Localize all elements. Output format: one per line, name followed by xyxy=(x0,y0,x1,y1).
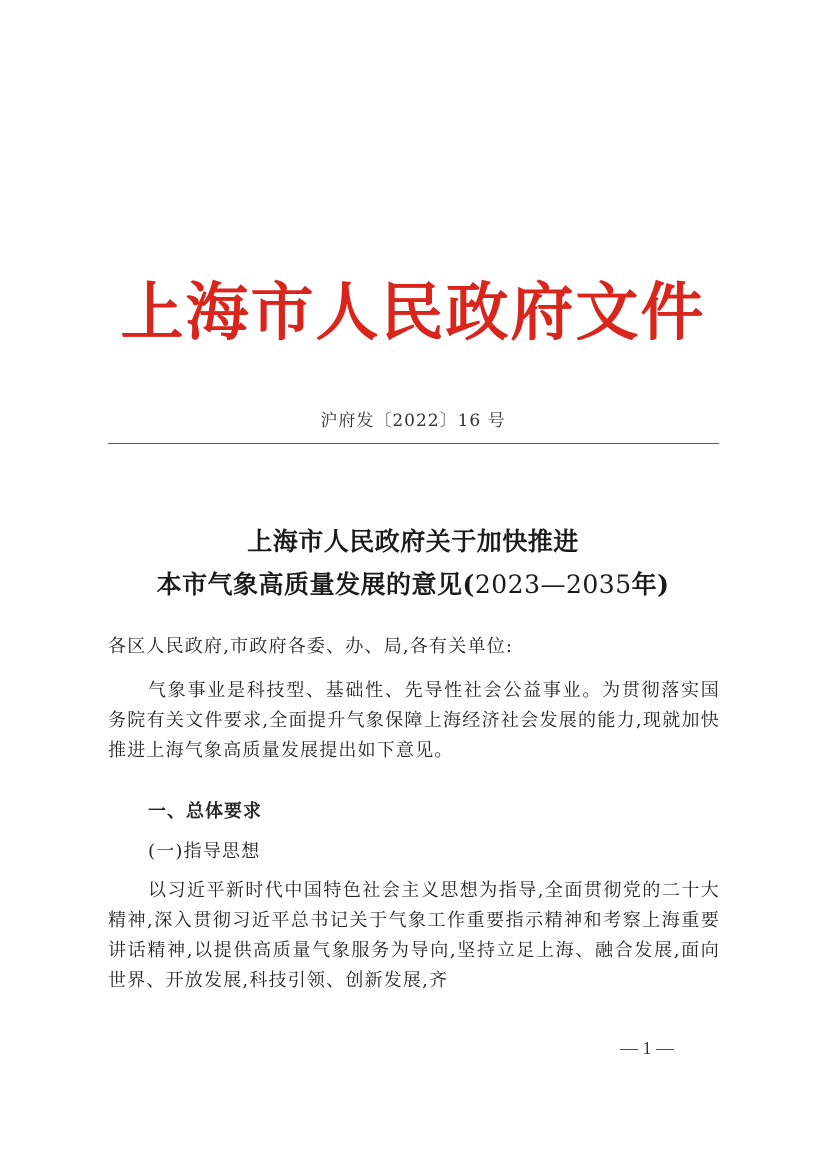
masthead-title: 上海市人民政府文件 xyxy=(120,275,706,349)
title-line-2-tail: 年) xyxy=(631,570,670,599)
body-paragraph: 以习近平新时代中国特色社会主义思想为指导,全面贯彻党的二十大精神,深入贯彻习近平总书记关于气象工作重要指示精神和考察上海重要讲话精神,以提供高质量气象服务为导向,坚持立足上海、融合发展,面向世界、开放发展,科技引领、创新发展,齐 xyxy=(108,880,720,991)
document-title-line-2 xyxy=(0,565,826,601)
red-divider-line xyxy=(108,443,719,444)
intro-paragraph: 气象事业是科技型、基础性、先导性社会公益事业。为贯彻落实国务院有关文件要求,全面提升气象保障上海经济社会发展的能力,现就加快推进上海气象高质量发展提出如下意见。 xyxy=(108,680,720,761)
subsection-heading-guiding-ideology: (一)指导思想 xyxy=(148,841,261,862)
document-number: 沪府发〔2022〕16 号 xyxy=(320,411,506,431)
section-heading-general-requirements: 一、总体要求 xyxy=(148,801,262,822)
document-title-line-1: 上海市人民政府关于加快推进 xyxy=(247,527,579,556)
salutation: 各区人民政府,市政府各委、办、局,各有关单位: xyxy=(108,636,514,657)
page-number: — 1 — xyxy=(620,1038,674,1058)
title-years: 2023—2035 xyxy=(474,570,632,599)
title-line-2-main: 本市气象高质量发展的意见( xyxy=(156,570,475,599)
